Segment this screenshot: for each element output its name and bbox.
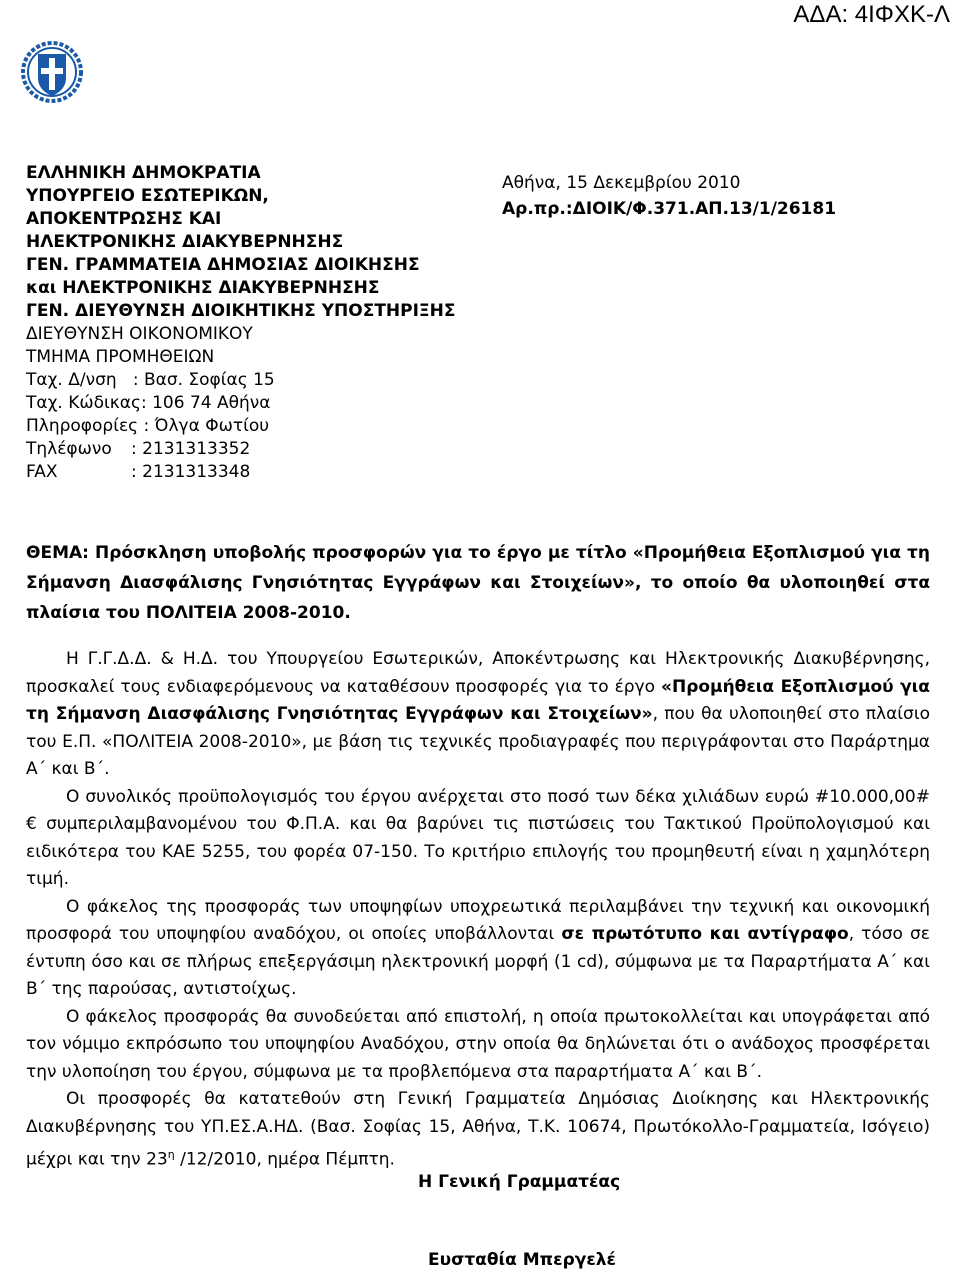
paragraph	[26, 1086, 930, 1174]
fax-label: FAX	[26, 462, 58, 482]
sender-fax-row	[26, 461, 476, 484]
sender-block	[26, 162, 476, 484]
sender-postal: Ταχ. Κώδικας: 106 74 Αθήνα	[26, 393, 271, 413]
paragraph: Ο φάκελος προσφοράς θα συνοδεύεται από επιστολή, η οποία πρωτοκολλείται και υπογράφεται από τον νόμιμο εκπρόσωπο του υποψηφίου Αναδόχου, στην οποία θα δηλώνεται ότι ο ανάδοχος προσφέρεται την υλοποίηση του έργου, σύμφωνα με τα προβλεπόμενα στα παραρτήματα Α΄ και Β΄.	[26, 1006, 930, 1082]
paragraph: Ο συνολικός προϋπολογισμός του έργου ανέρχεται στο ποσό των δέκα χιλιάδων ευρώ #10.000,00# € συμπεριλαμβανομένου του Φ.Π.Α. και θα βαρύνει τις πιστώσεις του Τακτικού Προϋπολογισμού και ειδικότερα του ΚΑΕ 5255, του φορέα 07-150. Το κριτήριο επιλογής του προμηθευτή είναι η χαμηλότερη τιμή.	[26, 786, 930, 889]
paragraph-bold-text: «Προμήθεια Εξοπλισμού για τη Σήμανση Διασφάλισης Γνησιότητας Εγγράφων και Στοιχείων»	[26, 676, 930, 724]
paragraph-text: , τόσο σε έντυπη όσο και σε πλήρως επεξεργάσιμη ηλεκτρονική μορφή (1 cd), σύμφωνα με τα Παραρτήματα Α΄ και Β΄ της παρούσας, αντιστοίχως.	[26, 924, 930, 999]
paragraph-text: Η Γ.Γ.Δ.Δ. & Η.Δ. του Υπουργείου Εσωτερικών, Αποκέντρωσης και Ηλεκτρονικής Διακυβέρνησης, προσκαλεί τους ενδιαφερόμενους να καταθέσουν προσφορές για το έργο	[26, 649, 930, 697]
paragraph-text: Ο φάκελος της προσφοράς των υποψηφίων υποχρεωτικά περιλαμβάνει την τεχνική και οικονομική προσφορά του υποψηφίου αναδόχου, οι οποίες υποβάλλονται	[26, 896, 930, 944]
sender-line: ΥΠΟΥΡΓΕΙΟ ΕΣΩΤΕΡΙΚΩΝ,	[26, 186, 269, 206]
signatory-name: Ευσταθία Μπεργελέ	[428, 1250, 617, 1270]
protocol-number: Αρ.πρ.:ΔΙΟΙΚ/Φ.371.ΑΠ.13/1/26181	[502, 199, 837, 219]
sender-line: ΤΜΗΜΑ ΠΡΟΜΗΘΕΙΩΝ	[26, 347, 215, 367]
document-subject: ΘΕΜΑ: Πρόσκληση υποβολής προσφορών για το έργο με τίτλο «Προμήθεια Εξοπλισμού για τη Σήμανση Διασφάλισης Γνησιότητας Εγγράφων και Στοιχείων», το οποίο θα υλοποιηθεί στα πλαίσια του ΠΟΛΙΤΕΙΑ 2008-2010.	[26, 543, 930, 623]
sender-line: ΑΠΟΚΕΝΤΡΩΣΗΣ ΚΑΙ	[26, 209, 222, 229]
sender-line: ΓΕΝ. ΔΙΕΥΘΥΝΣΗ ΔΙΟΙΚΗΤΙΚΗΣ ΥΠΟΣΤΗΡΙΞΗΣ	[26, 301, 456, 321]
sender-line: και ΗΛΕΚΤΡΟΝΙΚΗΣ ΔΙΑΚΥΒΕΡΝΗΣΗΣ	[26, 278, 380, 298]
paragraph-text: /12/2010, ημέρα Πέμπτη.	[174, 1149, 395, 1170]
sender-address: Ταχ. Δ/νση : Βασ. Σοφίας 15	[26, 370, 275, 390]
paragraph	[26, 894, 930, 1004]
paragraph	[26, 646, 930, 784]
fax-value: : 2131313348	[131, 462, 251, 482]
phone-value: : 2131313352	[131, 439, 251, 459]
greek-coat-of-arms-icon	[20, 40, 84, 104]
sender-line: ΔΙΕΥΘΥΝΣΗ ΟΙΚΟΝΟΜΙΚΟΥ	[26, 324, 253, 344]
sender-line: ΗΛΕΚΤΡΟΝΙΚΗΣ ΔΙΑΚΥΒΕΡΝΗΣΗΣ	[26, 232, 344, 252]
phone-label: Τηλέφωνο	[26, 439, 112, 459]
sender-info: Πληροφορίες : Όλγα Φωτίου	[26, 416, 270, 436]
sender-phone-row	[26, 438, 476, 461]
paragraph-text: Οι προσφορές θα κατατεθούν στη Γενική Γραμματεία Δημόσιας Διοίκησης και Ηλεκτρονικής Διακυβέρνησης του ΥΠ.ΕΣ.Α.ΗΔ. (Βασ. Σοφίας 15, Αθήνα, Τ.Κ. 10674, Πρωτόκολλο-Γραμματεία, Ισόγειο) μέχρι και την 23	[26, 1089, 930, 1170]
paragraph-bold-text: σε πρωτότυπο και αντίγραφο	[561, 924, 849, 944]
date-protocol-block	[502, 170, 836, 222]
ada-code: ΑΔΑ: 4ΙΦΧΚ-Λ	[793, 1, 950, 28]
document-date: Αθήνα, 15 Δεκεμβρίου 2010	[502, 173, 741, 193]
document-body	[26, 646, 930, 1174]
superscript: η	[167, 1148, 175, 1161]
sender-line: ΕΛΛΗΝΙΚΗ ΔΗΜΟΚΡΑΤΙΑ	[26, 163, 261, 183]
signatory-title: Η Γενική Γραμματέας	[418, 1172, 621, 1192]
paragraph-text: , που θα υλοποιηθεί στο πλαίσιο του Ε.Π. «ΠΟΛΙΤΕΙΑ 2008-2010», με βάση τις τεχνικές προδιαγραφές που περιγράφονται στο Παράρτημα Α΄ και Β΄.	[26, 704, 930, 779]
sender-line: ΓΕΝ. ΓΡΑΜΜΑΤΕΙΑ ΔΗΜΟΣΙΑΣ ΔΙΟΙΚΗΣΗΣ	[26, 255, 420, 275]
